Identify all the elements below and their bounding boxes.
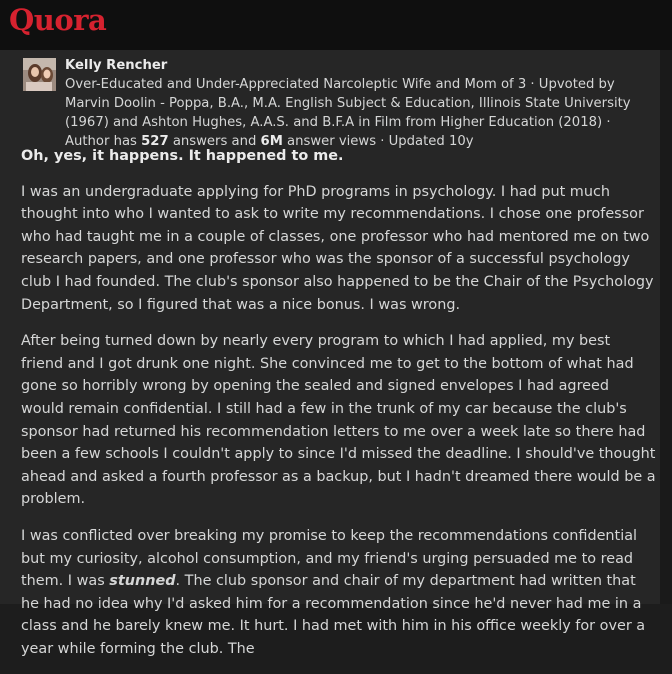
answer-lead: Oh, yes, it happens. It happened to me. xyxy=(21,148,344,164)
answer-body xyxy=(21,145,656,674)
answer-paragraph-2: After being turned down by nearly every program to which I had applied, my best friend and I got drunk one night. She convinced me to get to the bottom of what had gone so horribly wrong by opening the sealed and signed envelopes I had agreed would remain confidential. I still had a few in the trunk of my car because the club's sponsor had returned his recommendation letters to me over a week late so there had been a few schools I couldn't apply to since I'd missed the deadline. I should've thought ahead and asked a fourth professor as a backup, but I hadn't dreamed there would be a problem. xyxy=(21,333,656,508)
author-name[interactable]: Kelly Rencher xyxy=(65,58,168,73)
paragraph-3-start: I was conflicted over breaking my promise to keep the recommendations confidential but my curiosity, alcohol consumption, and my friend's urging persuaded me to read them. I was xyxy=(21,527,638,590)
upvoter-connector: and xyxy=(108,115,143,130)
answer-paragraph-3 xyxy=(21,525,656,661)
scrollbar[interactable] xyxy=(660,50,672,604)
author-bio: Over-Educated and Under-Appreciated Narcoleptic Wife and Mom of 3 · Upvoted by xyxy=(65,77,615,92)
quora-logo[interactable]: Quora xyxy=(9,3,107,37)
views-label: answer views · Updated 10y xyxy=(282,134,474,149)
views-count: 6M xyxy=(260,134,283,149)
upvoter-link-2[interactable]: Ashton Hughes, A.A.S. and B.F.A in Film from Higher Education (2018) xyxy=(142,115,603,130)
stats-prefix: · Author has xyxy=(65,115,611,149)
author-info xyxy=(65,56,645,151)
upvoter-link-1[interactable]: Marvin Doolin - Poppa, B.A., M.A. English Subject & Education, Illinois State University (1967) xyxy=(65,96,631,130)
top-bar xyxy=(0,0,672,50)
answers-count: 527 xyxy=(141,134,169,149)
avatar[interactable] xyxy=(23,58,56,91)
paragraph-3-end: . The club sponsor and chair of my department had written that he had no idea why I'd asked him for a recommendation since he'd never had me in a class and he barely knew me. It hurt. I had met with him in his office weekly for over a year while forming the club. The xyxy=(21,573,646,657)
answer-card xyxy=(0,50,660,657)
emphasis-text: stunned xyxy=(109,573,176,590)
answers-label: answers and xyxy=(168,134,261,149)
answer-paragraph-1: I was an undergraduate applying for PhD programs in psychology. I had put much thought into who I wanted to ask to write my recommendations. I chose one professor who had taught me in a couple of classes, one professor who had mentored me on two research papers, and one professor who was the sponsor of a successful psychology club I had founded. The club's sponsor also happened to be the Chair of the Psychology Department, so I figured that was a nice bonus. I was wrong. xyxy=(21,183,654,313)
